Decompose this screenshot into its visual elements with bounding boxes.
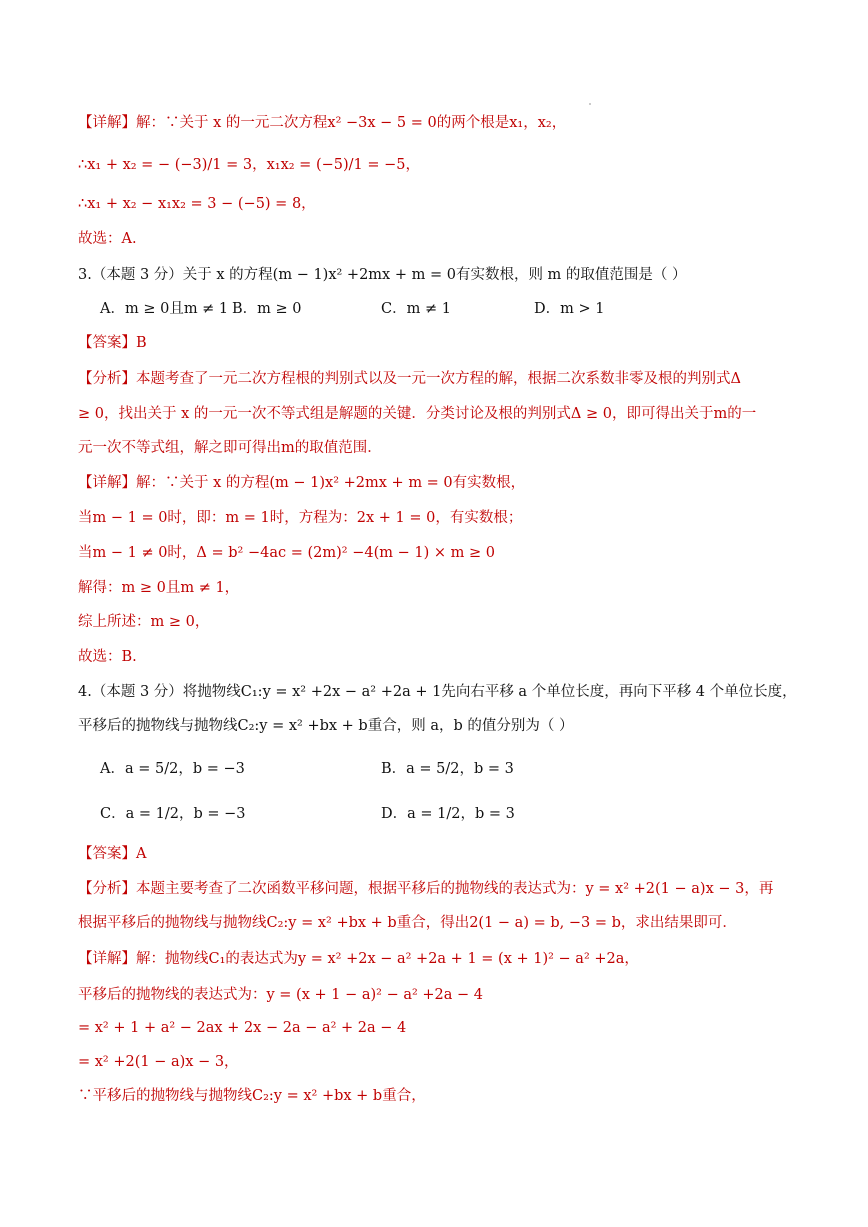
q4-option-b: B．a = 5/2，b = 3 xyxy=(381,761,514,777)
q2-detail-line-2: ∴x₁ + x₂ = − (−3)/1 = 3，x₁x₂ = (−5)/1 = −5， xyxy=(78,157,420,173)
q4-analysis-line-2: 根据平移后的抛物线与抛物线C₂:y = x² +bx + b重合，得出2(1 − a) = b, −3 = b，求出结果即可． xyxy=(78,915,737,931)
q3-option-c: C．m ≠ 1 xyxy=(381,301,451,317)
q4-detail-line-3: = x² + 1 + a² − 2ax + 2x − 2a − a² + 2a − 4 xyxy=(78,1020,407,1036)
q3-analysis-line-1: 【分析】本题考查了一元二次方程根的判别式以及一元一次方程的解，根据二次系数非零及根的判别式Δ xyxy=(78,371,741,387)
q3-analysis-line-3: 元一次不等式组，解之即可得出m的取值范围． xyxy=(78,440,382,456)
q3-detail-line-6: 故选：B. xyxy=(78,649,137,665)
q3-analysis-line-2: ≥ 0，找出关于 x 的一元一次不等式组是解题的关键．分类讨论及根的判别式Δ ≥ 0，即可得出关于m的一 xyxy=(78,406,757,422)
q3-detail-line-4: 解得：m ≥ 0且m ≠ 1， xyxy=(78,580,240,596)
q3-detail-line-2: 当m − 1 = 0时，即：m = 1时，方程为：2x + 1 = 0，有实数根； xyxy=(78,510,523,526)
q3-option-a: A．m ≥ 0且m ≠ 1 xyxy=(100,301,229,317)
q4-stem-line-1: 4.（本题 3 分）将抛物线C₁:y = x² +2x − a² +2a + 1先向右平移 a 个单位长度，再向下平移 4 个单位长度， xyxy=(78,684,797,700)
q4-analysis-line-1: 【分析】本题主要考查了二次函数平移问题，根据平移后的抛物线的表达式为：y = x² +2(1 − a)x − 3，再 xyxy=(78,881,774,897)
q4-option-a: A．a = 5/2，b = −3 xyxy=(100,761,245,777)
q2-detail-line-1: 【详解】解：∵关于 x 的一元二次方程x² −3x − 5 = 0的两个根是x₁，x₂， xyxy=(78,115,567,131)
q2-detail-line-4: 故选：A. xyxy=(78,231,137,247)
q3-detail-line-5: 综上所述：m ≥ 0， xyxy=(78,614,210,630)
q4-answer: 【答案】A xyxy=(78,846,147,862)
q3-stem: 3.（本题 3 分）关于 x 的方程(m − 1)x² +2mx + m = 0有实数根，则 m 的取值范围是（ ） xyxy=(78,267,687,283)
q3-detail-line-1: 【详解】解：∵关于 x 的方程(m − 1)x² +2mx + m = 0有实数根， xyxy=(78,475,526,491)
q4-detail-line-1: 【详解】解：抛物线C₁的表达式为y = x² +2x − a² +2a + 1 = (x + 1)² − a² +2a， xyxy=(78,951,639,967)
q4-stem-line-2: 平移后的抛物线与抛物线C₂:y = x² +bx + b重合，则 a，b 的值分别为（ ） xyxy=(78,718,574,734)
q4-detail-line-4: = x² +2(1 − a)x − 3， xyxy=(78,1054,239,1070)
scan-speck xyxy=(589,103,591,105)
q4-option-d: D．a = 1/2，b = 3 xyxy=(381,806,515,822)
q4-detail-line-5: ∵平移后的抛物线与抛物线C₂:y = x² +bx + b重合， xyxy=(78,1088,426,1104)
q3-option-b: B．m ≥ 0 xyxy=(232,301,302,317)
q4-option-c: C．a = 1/2，b = −3 xyxy=(100,806,246,822)
q3-detail-line-3: 当m − 1 ≠ 0时，Δ = b² −4ac = (2m)² −4(m − 1) × m ≥ 0 xyxy=(78,545,495,561)
q3-answer: 【答案】B xyxy=(78,335,147,351)
q2-detail-line-3: ∴x₁ + x₂ − x₁x₂ = 3 − (−5) = 8， xyxy=(78,196,316,212)
q4-detail-line-2: 平移后的抛物线的表达式为：y = (x + 1 − a)² − a² +2a − 4 xyxy=(78,987,484,1003)
q3-option-d: D．m > 1 xyxy=(534,301,605,317)
